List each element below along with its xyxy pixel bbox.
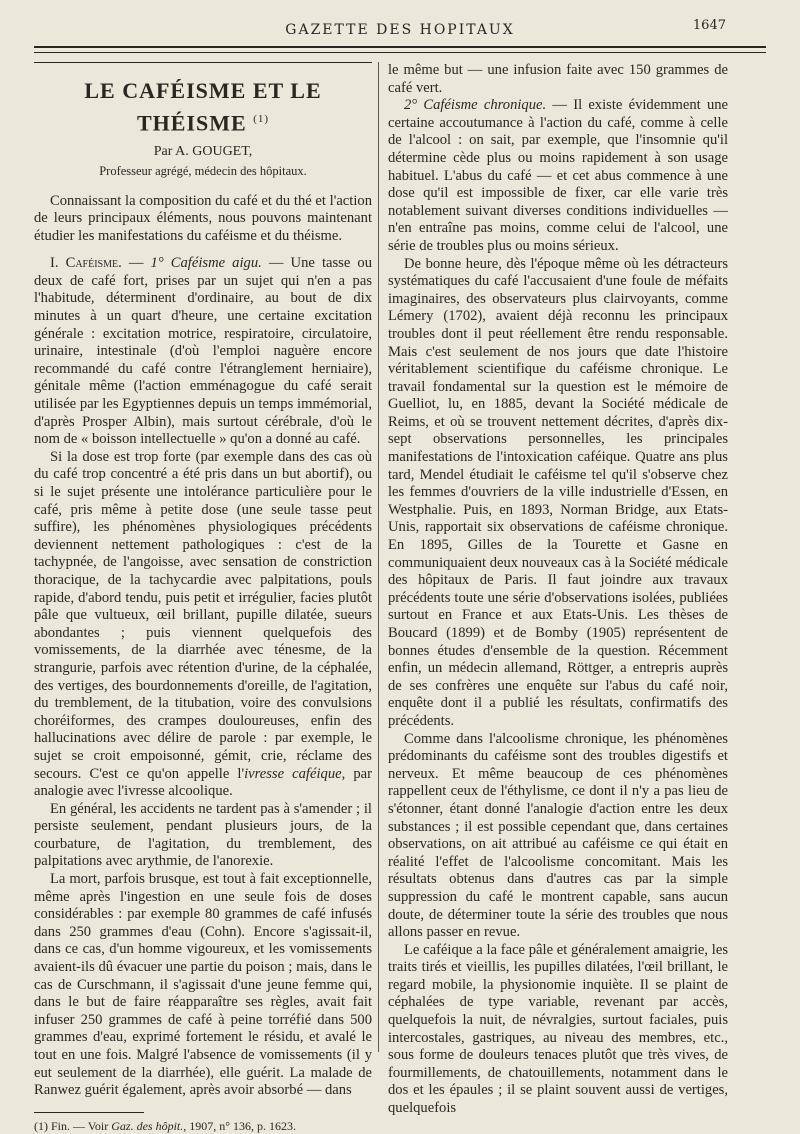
header-rule — [34, 46, 766, 48]
paragraph-alcoolisme: Comme dans l'alcoolisme chronique, les phénomènes prédominants du caféisme sont des troubles digestifs et nerveux. Et même beaucoup de ces phénomènes rappellent ceux de l'éthylisme, ce dont il n'y a pas lieu de s'étonner, étant donné l'analogie d'action entre les deux substances ; il est possible cependant que, dans certaines observations, on ait attribué au caféisme ce qui était en réalité l'effet de l'alcoolisme concomitant. Mais les résultats obtenus dans d'autres cas par la simple suppression du café le montrent capable, sans aucun doute, de déterminer toute la série des troubles que nous allons passer en revue. — [388, 730, 728, 941]
article-title — [34, 77, 372, 137]
title-rule — [34, 62, 372, 63]
title-footnote-ref: (1) — [253, 113, 270, 125]
paragraph-continuation: le même but — une infusion faite avec 150 grammes de café vert. — [388, 62, 728, 96]
running-title: GAZETTE DES HOPITAUX — [285, 22, 515, 38]
column-divider — [378, 62, 379, 1052]
subsection-label: 1° Caféisme aigu. — [150, 255, 262, 272]
paragraph-dose: Si la dose est trop forte (par exemple dans des cas où du café trop concentré a été pris dans un but abortif), ou si le sujet présente une intolérance particulière pour le café, pris même à petite dose (une seule tasse peut suffire), les phénomènes physiologiques précédents deviennent nettement pathologiques : c'est de la tachypnée, de l'angoisse, avec sensation de constriction thoracique, de la tachycardie avec palpitations, pouls rapide, d'abord tendu, puis petit et irrégulier, facies plutôt pâle que vultueux, œil brillant, pupille dilatée, sueurs abondantes ; puis viennent quelquefois des vomissements, de la diarrhée avec ténesme, de la strangurie, parfois avec rétention d'urine, de la céphalée, des vertiges, des bourdonnements d'oreille, de l'agitation, du tremblement, de la titubation, voire des convulsions choréiformes, des crampes douloureuses, enfin des hallucinations avec délire de parole : par exemple, le sujet se croit empoisonné, gémit, crie, réclame des secours. C'est ce qu'on appelle l'ivresse caféique, par analogie avec l'ivresse alcoolique. — [34, 448, 372, 800]
section-label: I. Caféisme. — [50, 255, 122, 272]
right-column — [388, 62, 728, 1118]
header-rule-thin — [34, 52, 766, 53]
paragraph-symptoms: Le caféique a la face pâle et généralement amaigrie, les traits tirés et vieillis, les pupilles dilatées, l'œil brillant, le regard mobile, la physionomie inquiète. Il se plaint de céphalées de type variable, revenant par accès, quelquefois la nuit, de névralgies, surtout faciales, puis intercostales, gastriques, au niveau des membres, etc., sous forme de douleurs tenaces plutôt que très vives, de fourmillements, de chatouillements, notamment dans le dos et les épaules ; il se plaint souvent aussi de vertiges, quelquefois — [388, 941, 728, 1117]
left-column — [34, 62, 372, 1134]
paragraph-history: De bonne heure, dès l'époque même où les détracteurs systématiques du café l'accusaient d'une foule de méfaits imaginaires, des observateurs plus clairvoyants, comme Lémery (1702), avaient déjà reconnu les principaux troubles dont il peut réellement être rendu responsable. Mais c'est seulement de nos jours que date l'histoire véritablement scientifique du caféisme chronique. Le travail fondamental sur la question est le mémoire de Guelliot, lu, en 1885, devant la Société médicale de Reims, et où se trouvent nettement décrites, d'après dix-sept observations personnelles, les principales manifestations de l'intoxication caféique. Quatre ans plus tard, Mendel étudiait le caféisme tel qu'il s'observe chez les femmes d'ouvriers de la ville industrielle d'Essen, en Westphalie. Puis, en 1893, Norman Bridge, aux Etats-Unis, rapportait six observations de caféisme chronique. En 1895, Gilles de la Tourette et Gasne en communiquaient deux nouveaux cas à la Société médicale des hôpitaux de Paris. Il faut joindre aux travaux précédents toute une série d'observations isolées, publiées surtout en France et aux Etats-Unis. Les thèses de Boucard (1899) et de Bomby (1905) représentent de bonnes études d'ensemble de la question. Récemment enfin, un médecin allemand, Röttger, a entrepris auprès de ses confrères une enquête sur l'abus du café noir, enquête dont il a publié les résultats, confirmatifs des précédents. — [388, 255, 728, 729]
footnote: (1) Fin. — Voir Gaz. des hôpit., 1907, n° 136, p. 1623. — [34, 1118, 297, 1133]
intro-paragraph: Connaissant la composition du café et du thé et l'action de leurs principaux éléments, nous pouvons maintenant étudier les manifestations du caféisme et du théisme. — [34, 192, 372, 244]
emphasis-ivresse: ivresse caféique — [244, 765, 342, 782]
paragraph-caffeisme-aigu: I. Caféisme. — 1° Caféisme aigu. — Une tasse ou deux de café fort, prises par un sujet qui n'en a pas l'habitude, déterminent d'ordinaire, au bout de dix minutes à un quart d'heure, une certaine excitation générale : excitation motrice, respiratoire, circulatoire, urinaire, intestinale (d'où l'emploi naguère encore recommandé du café contre l'étranglement herniaire), génitale même (l'action emménagogue du café serait utilisée par les Egyptiennes depuis un temps immémorial, d'après Prosper Albin), mais surtout cérébrale, d'où le nom de « boisson intellectuelle » qu'on a donné au café. — [34, 255, 373, 448]
paragraph-text: Une tasse ou deux de café fort, prises par un sujet qui n'en a pas l'habitude, déterminent d'ordinaire, au bout de dix minutes à un quart d'heure, une certaine excitation générale : excitation motrice, respiratoire, circulatoire, urinaire, intestinale (d'où l'emploi naguère encore recommandé du café contre l'étranglement herniaire), génitale même (l'action emménagogue du café serait utilisée par les Egyptiennes depuis un temps immémorial, d'après Prosper Albin), mais surtout cérébrale, d'où le nom de « boisson intellectuelle » qu'on a donné au café. — [34, 255, 373, 448]
paragraph-caffeisme-chronique: 2° Caféisme chronique. — Il existe évidemment une certaine accoutumance à l'action du café, comme à celle de l'alcool : on sait, par exemple, que l'insomnie qu'il détermine cède plus ou moins rapidement à son usage habituel. L'abus du café — et cet abus commence à une dose qu'il est impossible de fixer, car elle varie très notablement suivant diverses conditions individuelles — n'en entraîne pas moins, comme celui de l'alcool, une série de troubles plus ou moins sérieux. — [388, 97, 729, 254]
subsection-label: 2° Caféisme chronique. — [404, 97, 547, 114]
page-header — [34, 18, 766, 48]
paragraph-mort: La mort, parfois brusque, est tout à fait exceptionnelle, même après l'ingestion en une seule fois de doses considérables : par exemple 80 grammes de café infusés dans 250 grammes d'eau (Cohn). Encore s'agissait-il, dans ce cas, d'un homme vigoureux, et les vomissements avaient-ils dû évacuer une partie du poison ; mais, dans le cas de Curschmann, il s'agissait d'une jeune femme qui, dans le but de faire réapparaître ses règles, avait fait infuser 250 grammes de café à peine torréfié dans 500 grammes d'eau, exprimé fortement le résidu, et avalé le tout en une fois. Malgré l'absence de vomissements (il y eut seulement de la diarrhée), elle guérit. La malade de Ranwez guérit également, après avoir absorbé — dans — [34, 871, 372, 1099]
author-name: Par A. GOUGET, — [153, 144, 253, 160]
author-role: Professeur agrégé, médecin des hôpitaux. — [99, 163, 307, 178]
paragraph-accidents: En général, les accidents ne tardent pas à s'amender ; il persiste seulement, pendant plusieurs jours, de la courbature, de l'agitation, du tremblement, des palpitations avec arythmie, de l'anorexie. — [34, 800, 372, 870]
page-number: 1647 — [692, 18, 726, 33]
article-title-text: LE CAFÉISME ET LE THÉISME — [84, 78, 322, 136]
